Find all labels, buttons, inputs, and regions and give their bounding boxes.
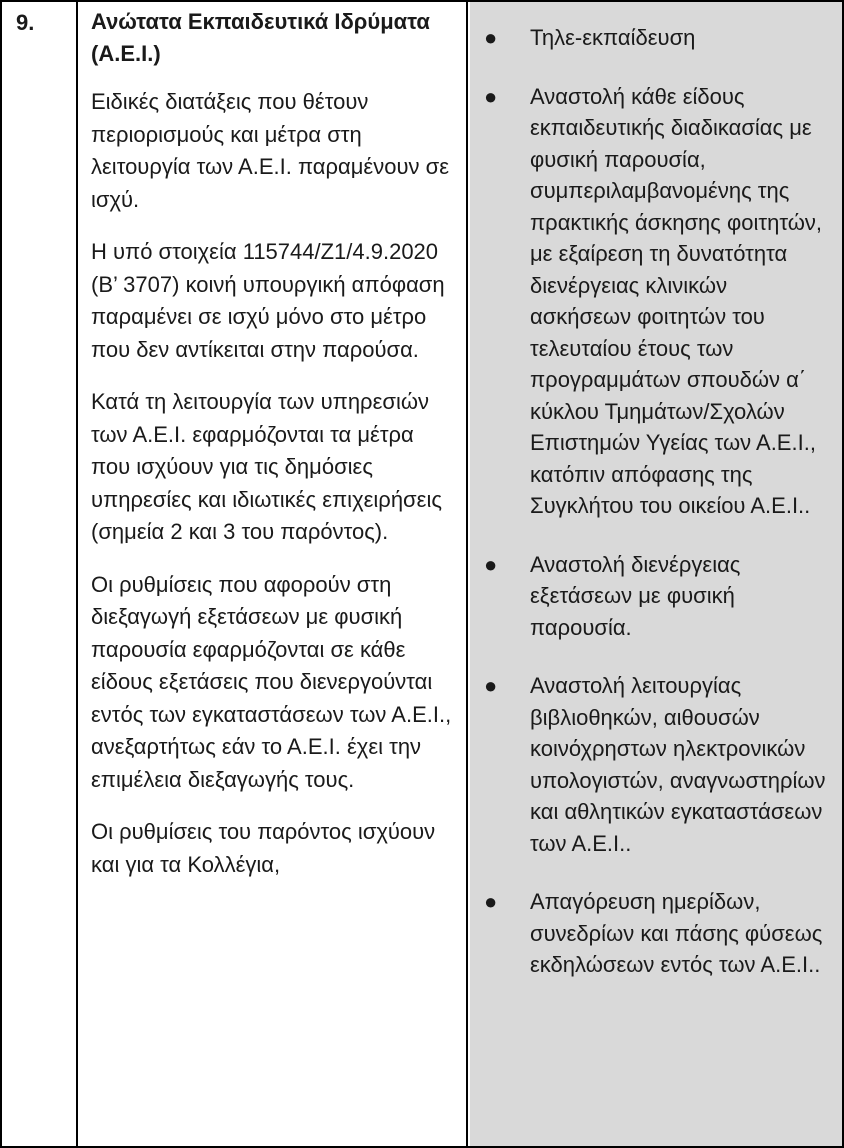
bullet-icon: ● (484, 83, 498, 109)
row-number-cell (2, 2, 76, 1146)
measure-text: Αναστολή λειτουργίας βιβλιοθηκών, αιθουσών κοινόχρηστων ηλεκτρονικών υπολογιστών, αναγνωστηρίων και αθλητικών εγκαταστάσεων των Α.Ε.Ι.. (530, 673, 826, 856)
bullet-icon: ● (484, 673, 498, 698)
measures-cell (470, 2, 842, 1146)
measure-text: Αναστολή κάθε είδους εκπαιδευτικής διαδικασίας με φυσική παρουσία, συμπεριλαμβανομένης της πρακτικής άσκησης φοιτητών, με εξαίρεση τη δυνατότητα διενέργειας κλινικών ασκήσεων φοιτητών του τελευταίου έτους των προγραμμάτων σπουδών α΄ κύκλου Τμημάτων/Σχολών Επιστημών Υγείας των Α.Ε.Ι., κατόπιν απόφασης της Συγκλήτου του οικείου Α.Ε.Ι.. (530, 83, 822, 518)
measure-text: Αναστολή διενέργειας εξετάσεων με φυσική παρουσία. (530, 551, 741, 640)
paragraph-2: Η υπό στοιχεία 115744/Ζ1/4.9.2020 (Β’ 3707) κοινή υπουργική απόφαση παραμένει σε ισχύ μόνο στο μέτρο που δεν αντίκειται στην παρούσα. (91, 239, 445, 362)
list-item (470, 670, 842, 859)
paragraph-1: Ειδικές διατάξεις που θέτουν περιορισμούς και μέτρα στη λειτουργία των Α.Ε.Ι. παραμένουν σε ισχύ. (91, 89, 450, 212)
bullet-icon: ● (484, 25, 498, 50)
paragraph-4: Οι ρυθμίσεις που αφορούν στη διεξαγωγή εξετάσεων με φυσική παρουσία εφαρμόζονται σε κάθε είδους εξετάσεις που διενεργούνται εντός των εγκαταστάσεων των Α.Ε.Ι., ανεξαρτήτως εάν το Α.Ε.Ι. έχει την επιμέλεια διεξαγωγής τους. (91, 571, 452, 792)
bullet-icon: ● (484, 889, 498, 914)
list-item (470, 886, 842, 981)
list-item (470, 22, 842, 54)
table-border-mid (466, 2, 468, 1146)
list-item (470, 549, 842, 644)
bullet-icon: ● (484, 551, 498, 577)
measure-text: Απαγόρευση ημερίδων, συνεδρίων και πάσης φύσεως εκδηλώσεων εντός των Α.Ε.Ι.. (530, 889, 823, 977)
paragraph-3: Κατά τη λειτουργία των υπηρεσιών των Α.Ε.Ι. εφαρμόζονται τα μέτρα που ισχύουν για τις δημόσιες υπηρεσίες και ιδιωτικές επιχειρήσεις (σημεία 2 και 3 του παρόντος). (91, 389, 442, 544)
paragraph-5: Οι ρυθμίσεις του παρόντος ισχύουν και για τα Κολλέγια, (91, 819, 436, 877)
section-title: Ανώτατα Εκπαιδευτικά Ιδρύματα (Α.Ε.Ι.) (91, 9, 430, 66)
measures-list (470, 22, 842, 1008)
measure-text: Τηλε-εκπαίδευση (530, 25, 696, 50)
description-cell (78, 2, 466, 1146)
list-item (470, 81, 842, 522)
row-number: 9. (16, 10, 35, 35)
